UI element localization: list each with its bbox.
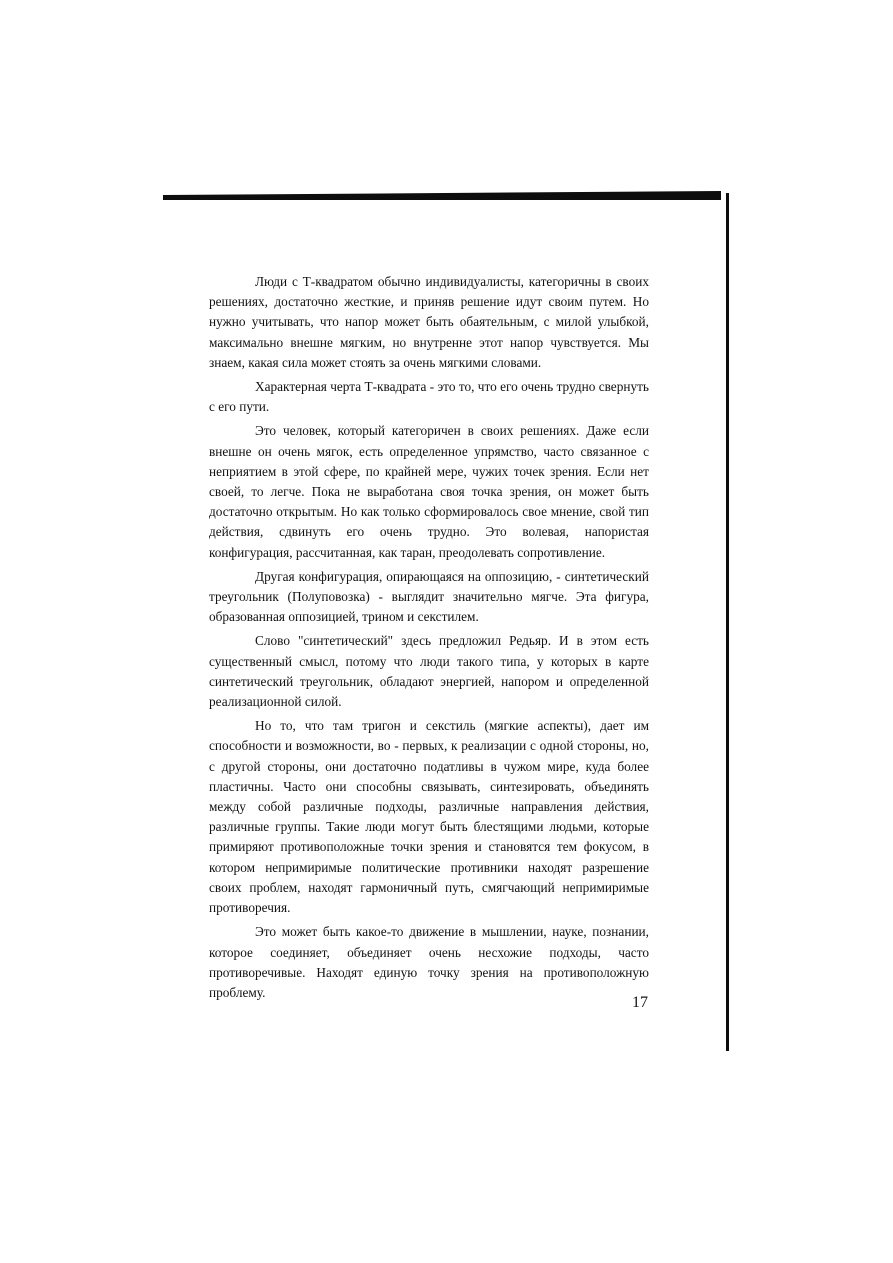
paragraph: Но то, что там тригон и секстиль (мягкие аспекты), дает им способности и возможности, во - первых, к реализации с одной стороны, но, с другой стороны, они достаточно податливы в чужом мире, куда более пластичны. Часто они способны связывать, синтезировать, объединять между собой различные подходы, различные направления действия, различные группы. Такие люди могут быть блестящими людьми, которые примиряют противоположные точки зрения и становятся тем фокусом, в котором непримиримые политические противники находят разрешение своих проблем, находят гармоничный путь, смягчающий непримиримые противоречия. bbox=[209, 718, 649, 916]
paragraph: Другая конфигурация, опирающаяся на оппозицию, - синтетический треугольник (Полуповозка) - выглядит значительно мягче. Эта фигура, образованная оппозицией, трином и секстилем. bbox=[209, 568, 649, 625]
header-rule bbox=[163, 191, 721, 200]
paragraph: Это человек, который категоричен в своих решениях. Даже если внешне он очень мягок, есть определенное упрямство, часто связанное с неприятием в этой сфере, по крайней мере, чужих точек зрения. Если нет своей, то легче. Пока не выработана своя точка зрения, он может быть достаточно открытым. Но как только сформировалось свое мнение, свой тип действия, сдвинуть его очень трудно. Это волевая, напористая конфигурация, рассчитанная, как таран, преодолевать сопротивление. bbox=[209, 423, 649, 560]
paragraph: Характерная черта Т-квадрата - это то, что его очень трудно свернуть с его пути. bbox=[209, 379, 649, 415]
paragraph: Слово "синтетический" здесь предложил Редьяр. И в этом есть существенный смысл, потому что люди такого типа, у которых в карте синтетический треугольник, обладают энергией, напором и определенной реализационной силой. bbox=[209, 633, 649, 710]
margin-rule bbox=[726, 193, 729, 1051]
body-text bbox=[209, 272, 649, 1003]
paragraph: Это может быть какое-то движение в мышлении, науке, познании, которое соединяет, объединяет очень несхожие подходы, часто противоречивые. Находят единую точку зрения на противоположную проблему. bbox=[209, 924, 649, 1000]
paragraph: Люди с Т-квадратом обычно индивидуалисты, категоричны в своих решениях, достаточно жесткие, и приняв решение идут своим путем. Но нужно учитывать, что напор может быть обаятельным, с милой улыбкой, максимально внешне мягким, но внутренне этот напор чувствуется. Мы знаем, какая сила может стоять за очень мягкими словами. bbox=[209, 274, 649, 370]
page-number: 17 bbox=[632, 994, 648, 1011]
